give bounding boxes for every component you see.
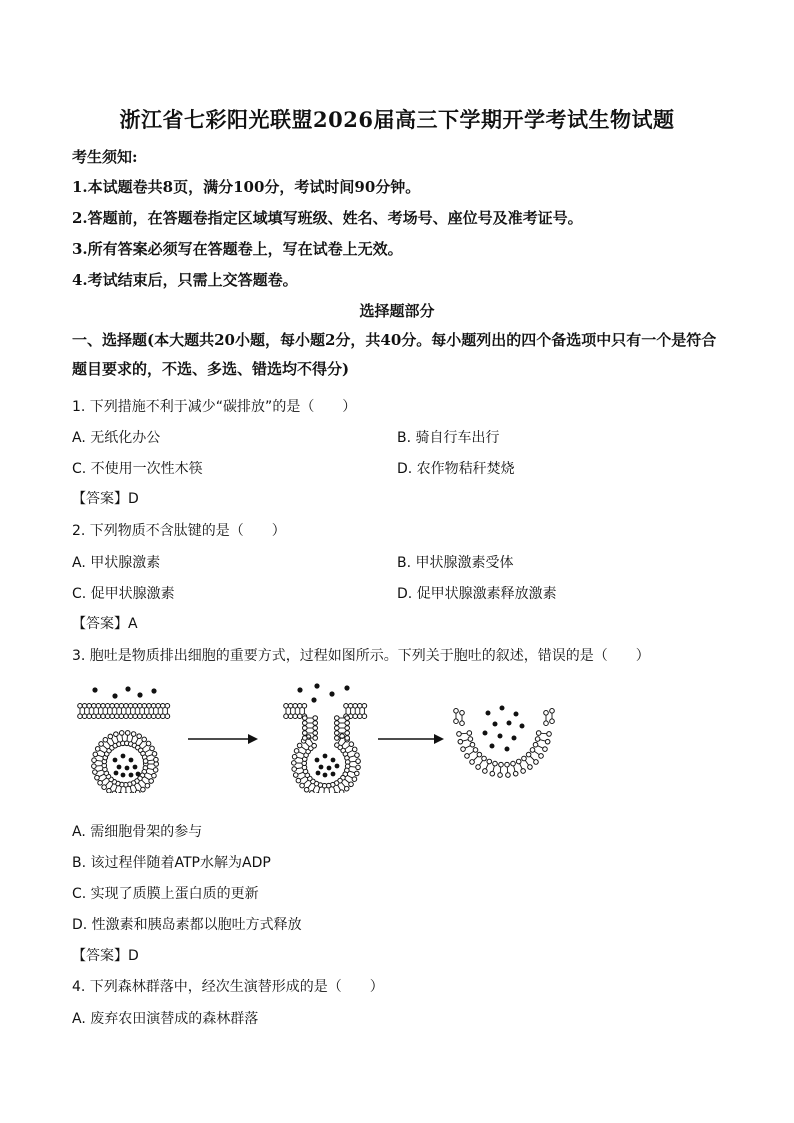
- option-b: B. 甲状腺激素受体: [397, 555, 514, 571]
- exocytosis-diagram: [70, 678, 570, 793]
- stage-2: [284, 683, 367, 793]
- answer: 【答案】D: [72, 491, 139, 507]
- option-c: C. 实现了质膜上蛋白质的更新: [72, 886, 259, 902]
- notice-item: 3.所有答案必须写在答题卷上，写在试卷上无效。: [72, 240, 403, 258]
- option-d: D. 农作物秸秆焚烧: [397, 461, 515, 477]
- section-title: 选择题部分: [359, 302, 435, 320]
- option-c: C. 促甲状腺激素: [72, 586, 175, 602]
- option-a: A. 甲状腺激素: [72, 555, 161, 571]
- option-d: D. 性激素和胰岛素都以胞吐方式释放: [72, 917, 302, 933]
- stage-1: [78, 686, 170, 793]
- option-c: C. 不使用一次性木筷: [72, 461, 203, 477]
- notice-heading: 考生须知:: [72, 148, 138, 166]
- option-b: B. 该过程伴随着ATP水解为ADP: [72, 855, 271, 871]
- notice-item: 4.考试结束后，只需上交答题卷。: [72, 271, 298, 289]
- question-stem: 1. 下列措施不利于减少“碳排放”的是（ ）: [72, 399, 357, 415]
- question-stem: 2. 下列物质不含肽键的是（ ）: [72, 523, 286, 539]
- option-b: B. 骑自行车出行: [397, 430, 500, 446]
- answer: 【答案】D: [72, 948, 139, 964]
- page-title: 浙江省七彩阳光联盟2026届高三下学期开学考试生物试题: [119, 107, 675, 132]
- option-a: A. 废弃农田演替成的森林群落: [72, 1011, 259, 1027]
- option-d: D. 促甲状腺激素释放激素: [397, 586, 557, 602]
- stage-3: [454, 706, 555, 778]
- option-a: A. 无纸化办公: [72, 430, 161, 446]
- instructions: 一、选择题(本大题共20小题，每小题2分，共40分。每小题列出的四个备选项中只有一个是符合题目要求的，不选、多选、错选均不得分): [72, 331, 717, 378]
- arrow-1: [188, 734, 258, 744]
- notice-item: 1.本试题卷共8页，满分100分，考试时间90分钟。: [72, 178, 421, 196]
- answer: 【答案】A: [72, 616, 138, 632]
- question-stem: 3. 胞吐是物质排出细胞的重要方式，过程如图所示。下列关于胞吐的叙述，错误的是（ ）: [72, 648, 650, 664]
- question-stem: 4. 下列森林群落中，经次生演替形成的是（ ）: [72, 979, 384, 995]
- option-a: A. 需细胞骨架的参与: [72, 824, 203, 840]
- notice-item: 2.答题前，在答题卷指定区域填写班级、姓名、考场号、座位号及准考证号。: [72, 209, 583, 227]
- arrow-2: [378, 734, 444, 744]
